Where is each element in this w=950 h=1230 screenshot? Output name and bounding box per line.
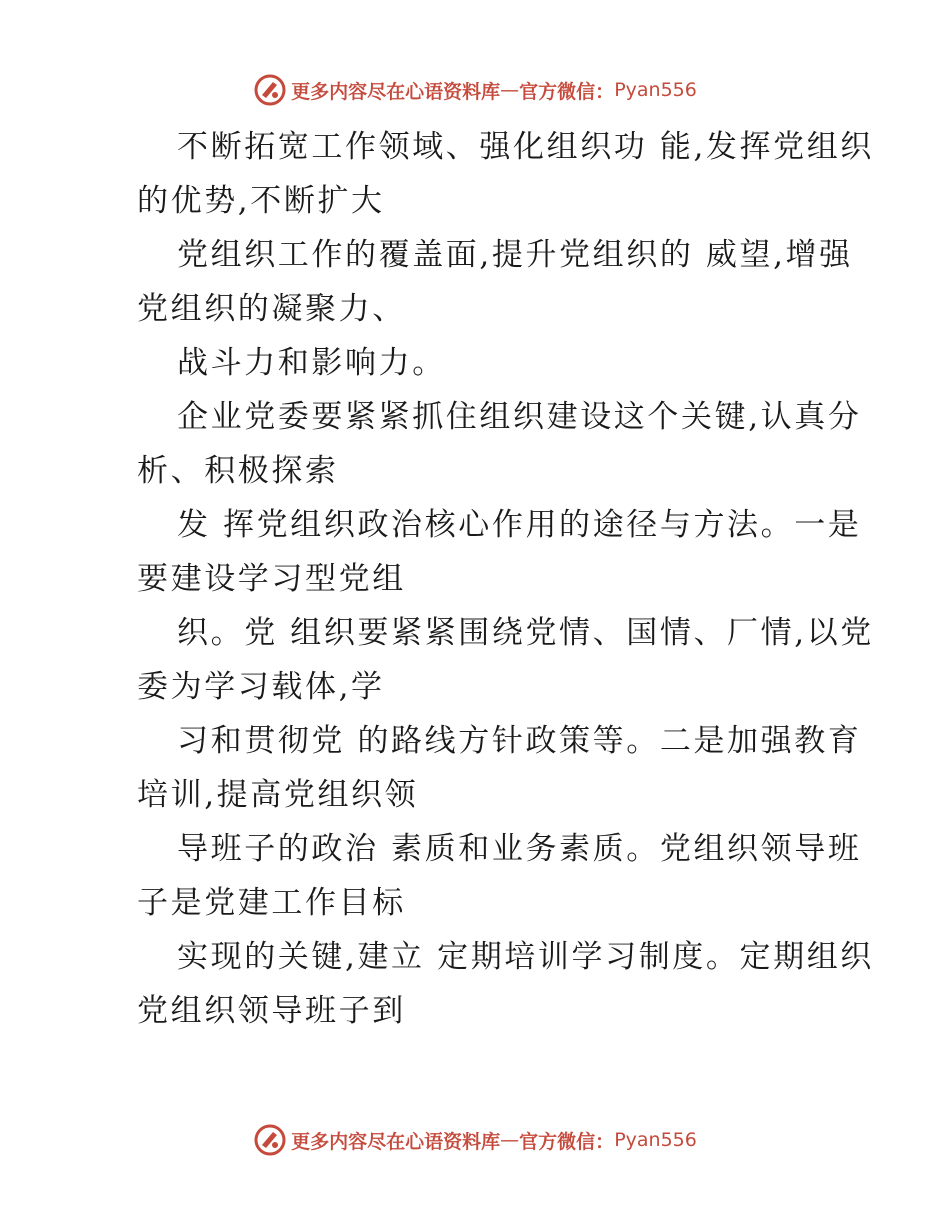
paragraph <box>97 228 857 336</box>
red-seal-logo-icon <box>253 1123 287 1157</box>
paragraph-line: 要建设学习型党组 <box>137 561 406 597</box>
footer-watermark <box>0 1120 950 1160</box>
paragraph <box>97 606 874 714</box>
watermark-text: 更多内容尽在心语资料库 <box>291 80 501 103</box>
watermark-id: Pyan556 <box>614 79 697 101</box>
paragraph-line: 习和贯彻党 的路线方针政策等。二是加强教育 <box>177 723 862 759</box>
paragraph-line: 实现的关键,建立 定期培训学习制度。定期组织 <box>177 939 874 975</box>
paragraph-line: 不断拓宽工作领域、强化组织功 能,发挥党组织 <box>177 129 874 165</box>
watermark-official: 官方微信： <box>519 80 615 103</box>
paragraph <box>97 336 857 390</box>
watermark-dash: — <box>500 79 520 101</box>
paragraph-line: 子是党建工作目标 <box>137 885 406 921</box>
paragraph-line: 委为学习载体,学 <box>137 669 385 705</box>
paragraph-line: 发 挥党组织政治核心作用的途径与方法。一是 <box>177 507 862 543</box>
paragraph-line: 的优势,不断扩大 <box>137 183 385 219</box>
paragraph-line: 析、积极探索 <box>137 453 339 489</box>
paragraph <box>97 930 874 1038</box>
watermark-dash: — <box>500 1129 520 1151</box>
paragraph-line: 导班子的政治 素质和业务素质。党组织领导班 <box>177 831 862 867</box>
document-body <box>97 120 874 1038</box>
red-seal-logo-icon <box>253 73 287 107</box>
watermark-official: 官方微信： <box>519 1130 615 1153</box>
paragraph <box>97 714 862 822</box>
paragraph <box>97 822 862 930</box>
paragraph-line: 党组织工作的覆盖面,提升党组织的 威望,增强 <box>177 237 853 273</box>
paragraph-line: 党组织的凝聚力、 <box>137 291 406 327</box>
watermark-text: 更多内容尽在心语资料库 <box>291 1130 501 1153</box>
paragraph-line: 织。党 组织要紧紧围绕党情、国情、厂情,以党 <box>177 615 874 651</box>
paragraph <box>97 120 874 228</box>
paragraph-line: 培训,提高党组织领 <box>137 777 419 813</box>
paragraph-line: 党组织领导班子到 <box>137 993 406 1029</box>
header-watermark <box>0 70 950 110</box>
paragraph <box>97 390 862 498</box>
paragraph <box>97 498 862 606</box>
paragraph-line: 战斗力和影响力。 <box>177 345 446 381</box>
watermark-id: Pyan556 <box>614 1129 697 1151</box>
paragraph-line: 企业党委要紧紧抓住组织建设这个关键,认真分 <box>177 399 862 435</box>
